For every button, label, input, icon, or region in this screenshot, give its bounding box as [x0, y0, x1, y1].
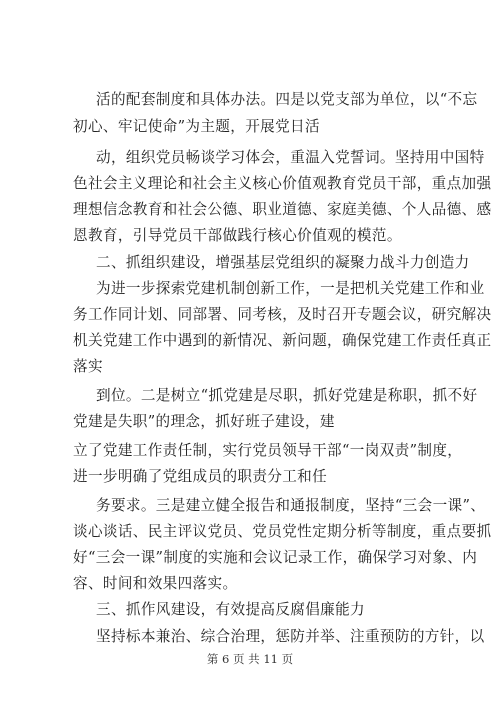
text-line-17: 谈心谈话、民主评议党员、党员党性定期分析等制度，重点要抓	[73, 523, 492, 540]
text-line-9: 务工作同计划、同部署、同考核，及时召开专题会议，研究解决	[73, 306, 492, 323]
text-line-21: 坚持标本兼治、综合治理，惩防并举、注重预防的方针，以	[96, 628, 485, 645]
text-line-8: 为进一步探索党建机制创新工作，一是把机关党建工作和业	[96, 280, 485, 297]
page-number-footer: 第 6 页 共 11 页	[206, 652, 294, 666]
text-line-1: 活的配套制度和具体办法。四是以党支部为单位，以“不忘	[96, 91, 478, 108]
text-line-19: 容、时间和效果四落实。	[73, 575, 238, 592]
text-line-11: 落实	[73, 358, 103, 375]
text-line-5: 理想信念教育和社会公德、职业道德、家庭美德、个人品德、感	[73, 201, 492, 218]
text-line-15: 进一步明确了党组成员的职责分工和任	[73, 468, 328, 485]
text-line-18: 好“三会一课”制度的实施和会议记录工作，确保学习对象、内	[73, 549, 478, 566]
text-line-13: 党建是失职”的理念，抓好班子建设，建	[73, 413, 335, 430]
text-line-2: 初心、牢记使命”为主题，开展党日活	[73, 118, 320, 135]
text-line-10: 机关党建工作中遇到的新情况、新问题，确保党建工作责任真正	[73, 332, 492, 349]
text-line-12: 到位。二是树立“抓党建是尽职，抓好党建是称职，抓不好	[96, 387, 478, 404]
text-line-7: 二、抓组织建设，增强基层党组织的凝聚力战斗力创造力	[96, 254, 470, 271]
text-line-3: 动，组织党员畅谈学习体会，重温入党誓词。坚持用中国特	[96, 149, 485, 166]
text-line-4: 色社会主义理论和社会主义核心价值观教育党员干部，重点加强	[73, 175, 492, 192]
text-line-16: 务要求。三是建立健全报告和通报制度，坚持“三会一课”、	[96, 497, 486, 514]
text-line-6: 恩教育，引导党员干部做践行核心价值观的模范。	[73, 227, 402, 244]
text-line-14: 立了党建工作责任制，实行党员领导干部“一岗双责”制度，	[73, 442, 463, 459]
text-line-20: 三、抓作风建设，有效提高反腐倡廉能力	[96, 601, 365, 618]
